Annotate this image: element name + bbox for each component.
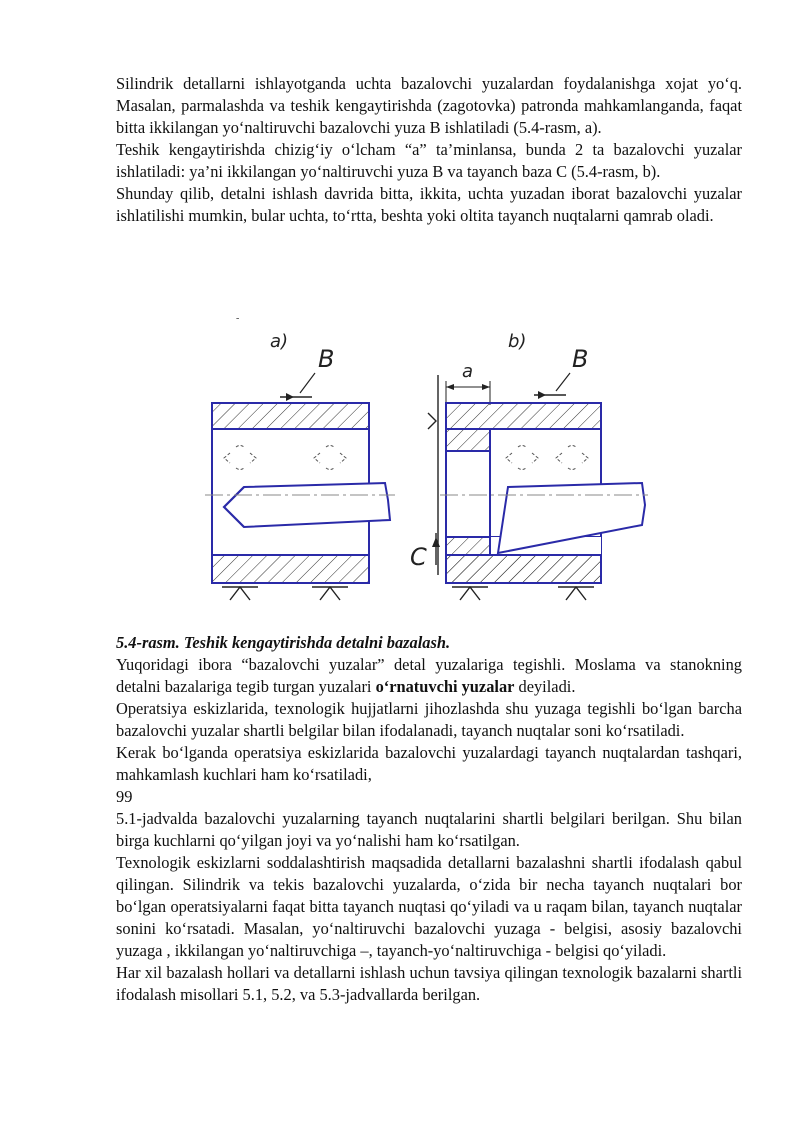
paragraph-5: Operatsiya eskizlarida, texnologik hujjatlarni jihozlashda shu yuzaga tegishli bo‘lgan barcha bazalovchi yuzalar shartli belgilar bilan ifodalanadi, tayanch nuqtalar soni ko‘rsatiladi. — [116, 699, 742, 740]
label-b: b) — [508, 331, 527, 352]
label-a: a) — [270, 331, 289, 352]
paragraph-4-tail: deyiladi. — [514, 677, 576, 696]
paragraph-7: 5.1-jadvalda bazalovchi yuzalarning tayanch nuqtalarini shartli belgilari berilgan. Shu bilan birga kuchlarni qo‘yilgan joyi va yo‘nalishi ham ko‘rsatilgan. — [116, 809, 742, 850]
top-text-block — [116, 73, 742, 227]
drawing-b — [410, 331, 648, 600]
paragraph-8: Texnologik eskizlarni soddalashtirish maqsadida detallarni bazalashni shartli ifodalash qabul qilingan. Silindrik va tekis bazalovchi yuzalarda, o‘zida bir necha tayanch nuqtalari bor bo‘lgan operatsiyalarni faqat bitta tayanch nuqtasi qo‘yiladi va u raqam bilan, tayanch nuqtalar sonini ko‘rsatadi. Masalan, yo‘naltiruvchi bazalovchi yuzaga - belgisi, asosiy bazalovchi yuzaga , ikkilangan yo‘naltiruvchiga –, tayanch-yo‘naltiruvchiga - belgisi qo‘yiladi. — [116, 853, 742, 960]
surface-b-label-a: B — [318, 345, 335, 373]
surface-b-label-b: B — [572, 345, 589, 373]
stray-dash: - — [236, 313, 240, 324]
figure-5-4 — [200, 325, 650, 610]
paragraph-1: Silindrik detallarni ishlayotganda uchta bazalovchi yuzalardan foydalanishga xojat yo‘q. Masalan, parmalashda va teshik kengaytirishda (zagotovka) patronda mahkamlanganda, faqat bitta ikkilangan yo‘naltiruvchi bazalovchi yuza B ishlatiladi (5.4-rasm, a). — [116, 74, 742, 137]
paragraph-9: Har xil bazalash hollari va detallarni ishlash uchun tavsiya qilingan texnologik bazalarni shartli ifodalash misollari 5.1, 5.2, va 5.3-jadvallarda berilgan. — [116, 963, 742, 1004]
paragraph-2: Teshik kengaytirishda chizig‘iy o‘lcham “a” ta’minlansa, bunda 2 ta bazalovchi yuzalar ishlatiladi: ya’ni ikkilangan yo‘naltiruvchi yuza B va tayanch baza C (5.4-rasm, b). — [116, 140, 742, 181]
paragraph-6: Kerak bo‘lganda operatsiya eskizlarida bazalovchi yuzalardagi tayanch nuqtalardan tashqari, mahkamlash kuchlari ham ko‘rsatiladi, — [116, 743, 742, 784]
surface-c-label: C — [410, 543, 427, 571]
dimension-a-label: a — [462, 361, 474, 382]
page-number: 99 — [116, 787, 133, 806]
paragraph-3: Shunday qilib, detalni ishlash davrida bitta, ikkita, uchta yuzadan iborat bazalovchi yuzalar ishlatilishi mumkin, bular uchta, to‘rtta, beshta yoki oltita tayanch nuqtalarni qamrab oladi. — [116, 184, 742, 225]
paragraph-4 — [116, 654, 742, 698]
lower-text-block — [116, 632, 742, 1006]
drawing-a — [205, 331, 395, 600]
figure-caption: 5.4-rasm. Teshik kengaytirishda detalni bazalash. — [116, 633, 451, 652]
paragraph-4-text: Yuqoridagi ibora “bazalovchi yuzalar” detal yuzalariga tegishli. Moslama va stanokning detalni bazalariga tegib turgan yuzalari — [116, 655, 742, 696]
term-bold: o‘rnatuvchi yuzalar — [375, 677, 515, 696]
